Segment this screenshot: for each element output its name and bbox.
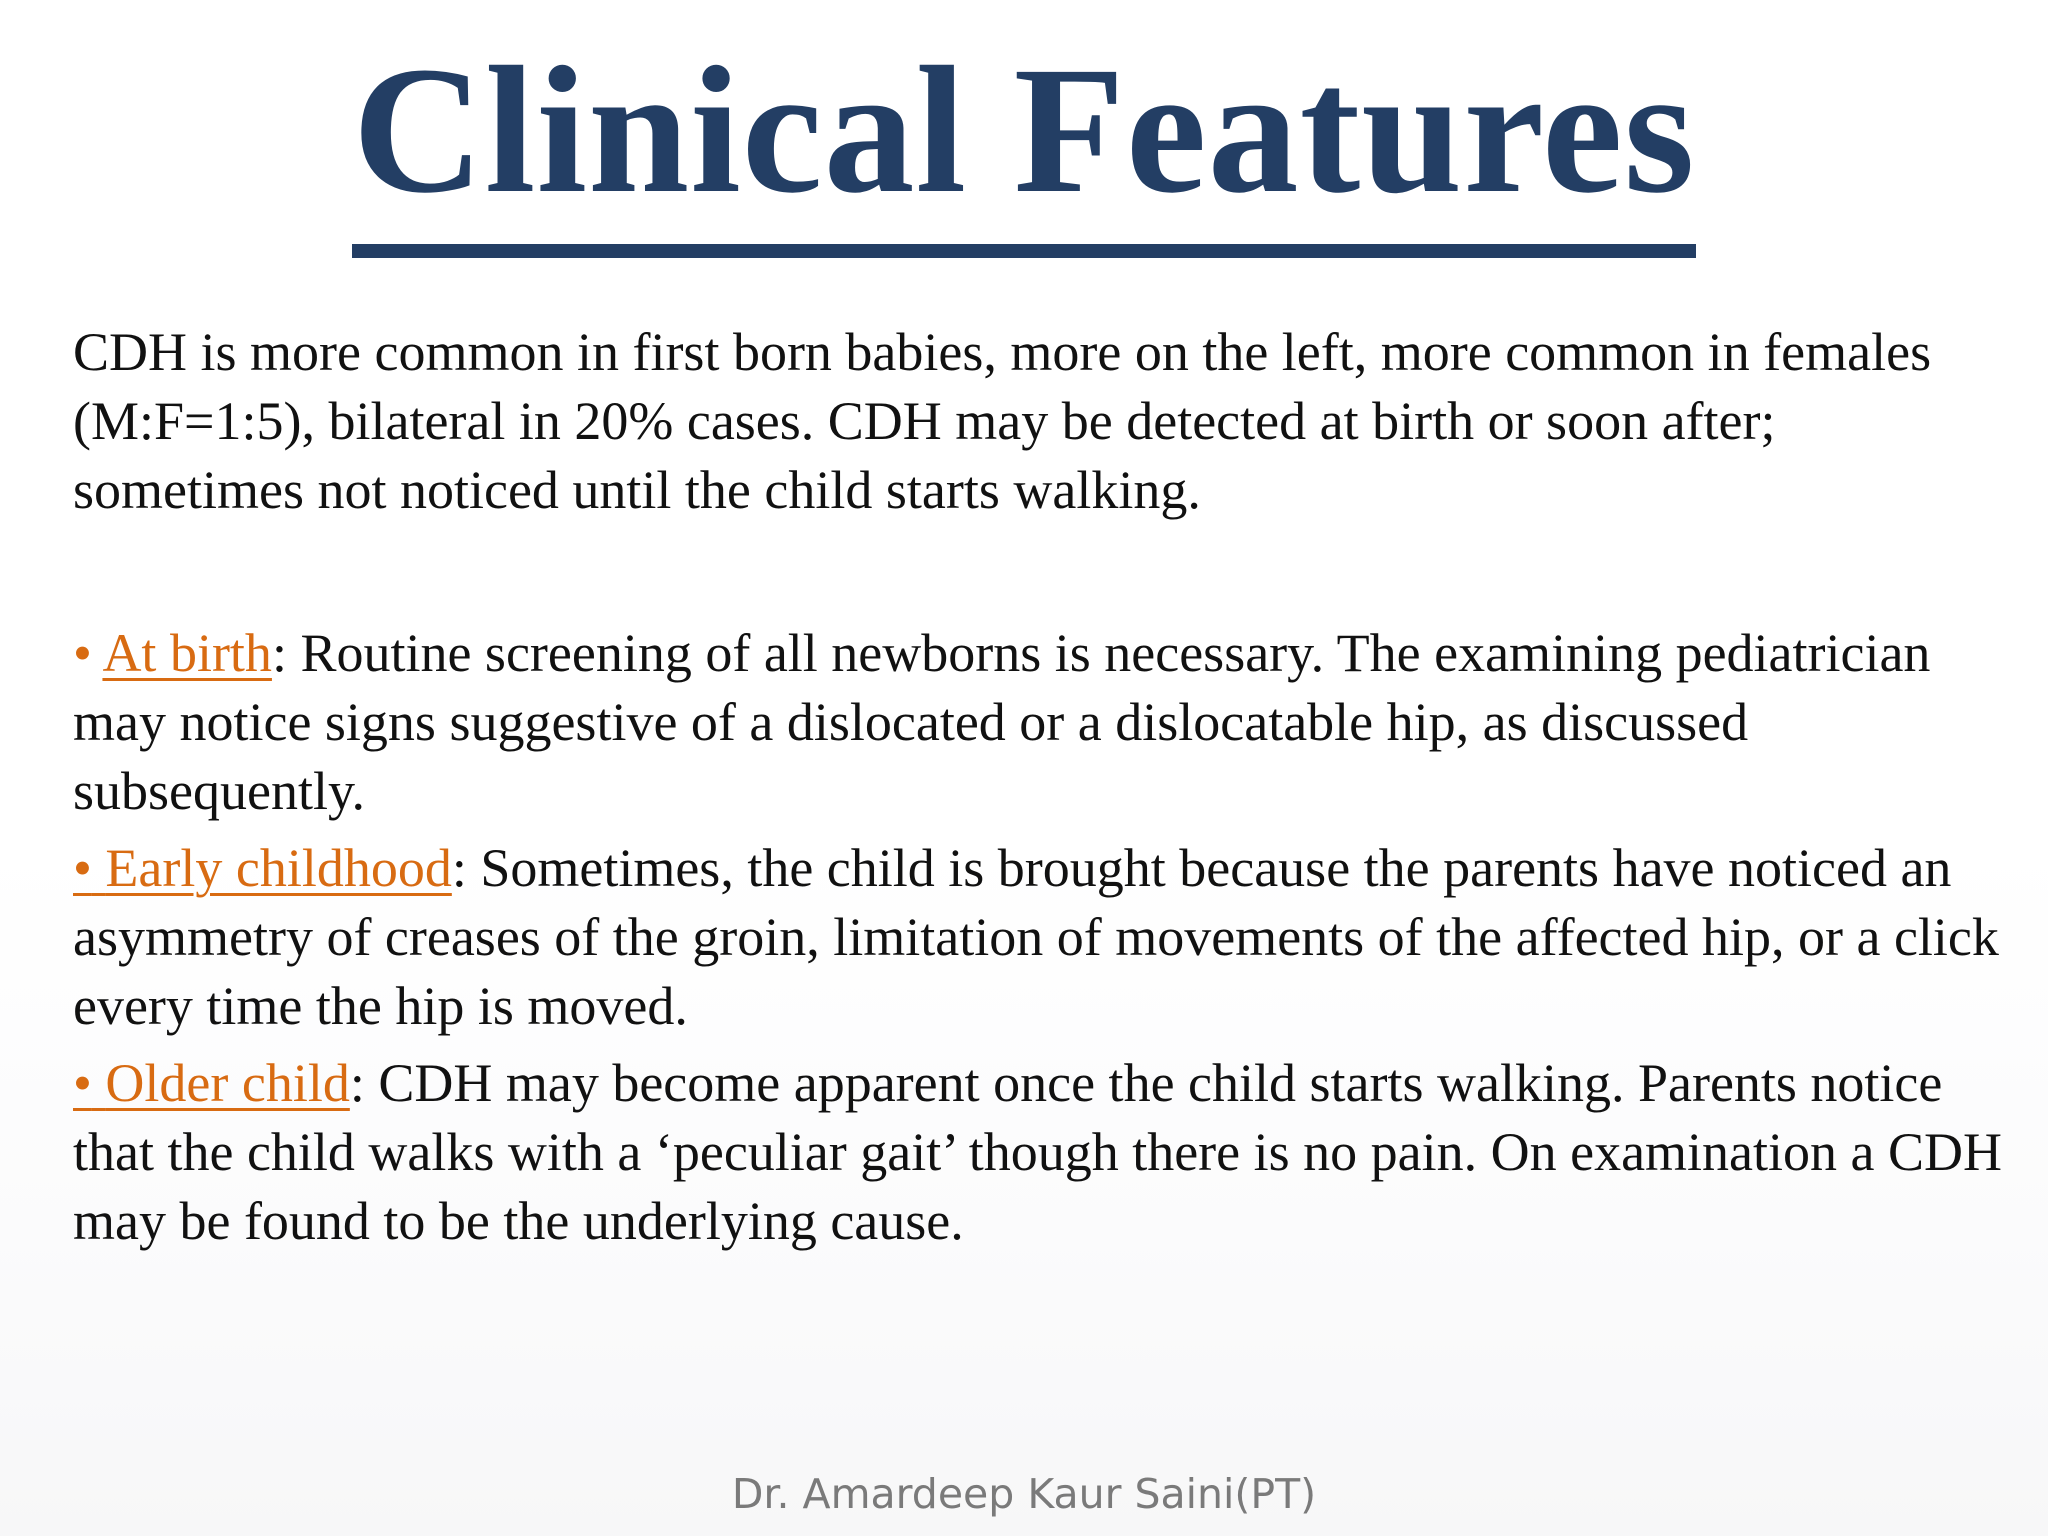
slide-title: Clinical Features (352, 40, 1695, 258)
bullet-heading-label: Older child (105, 1053, 350, 1113)
bullet-marker: • (73, 1053, 92, 1113)
bullet-heading-label: Early childhood (105, 838, 452, 898)
bullet-early-childhood (73, 834, 2008, 1041)
bullet-at-birth (73, 619, 2008, 826)
bullet-heading-older-child (73, 1053, 350, 1113)
bullet-heading-at-birth: At birth (102, 623, 272, 683)
bullet-text-older-child: : CDH may become apparent once the child starts walking. Parents notice that the child walks with a ‘peculiar gait’ though there is no pain. On examination a CDH may be found to be the underlying cause. (73, 1053, 2002, 1251)
bullet-marker: • (73, 838, 92, 898)
bullet-text-early-childhood: : Sometimes, the child is brought because the parents have noticed an asymmetry of creases of the groin, limitation of movements of the affected hip, or a click every time the hip is moved. (73, 838, 1999, 1036)
footer-author: Dr. Amardeep Kaur Saini(PT) (731, 1470, 1317, 1518)
intro-paragraph: CDH is more common in first born babies, more on the left, more common in females (M:F=1:5), bilateral in 20% cases. CDH may be detected at birth or soon after; sometimes not noticed until the child starts walking. (73, 322, 1932, 520)
slide-body (73, 318, 2008, 1264)
bullet-text-at-birth: : Routine screening of all newborns is necessary. The examining pediatrician may notice signs suggestive of a dislocated or a dislocatable hip, as discussed subsequently. (73, 623, 1931, 821)
bullet-older-child (73, 1049, 2008, 1256)
title-container (0, 30, 2048, 258)
bullet-marker: • (73, 623, 92, 683)
bullet-heading-early-childhood (73, 838, 452, 898)
